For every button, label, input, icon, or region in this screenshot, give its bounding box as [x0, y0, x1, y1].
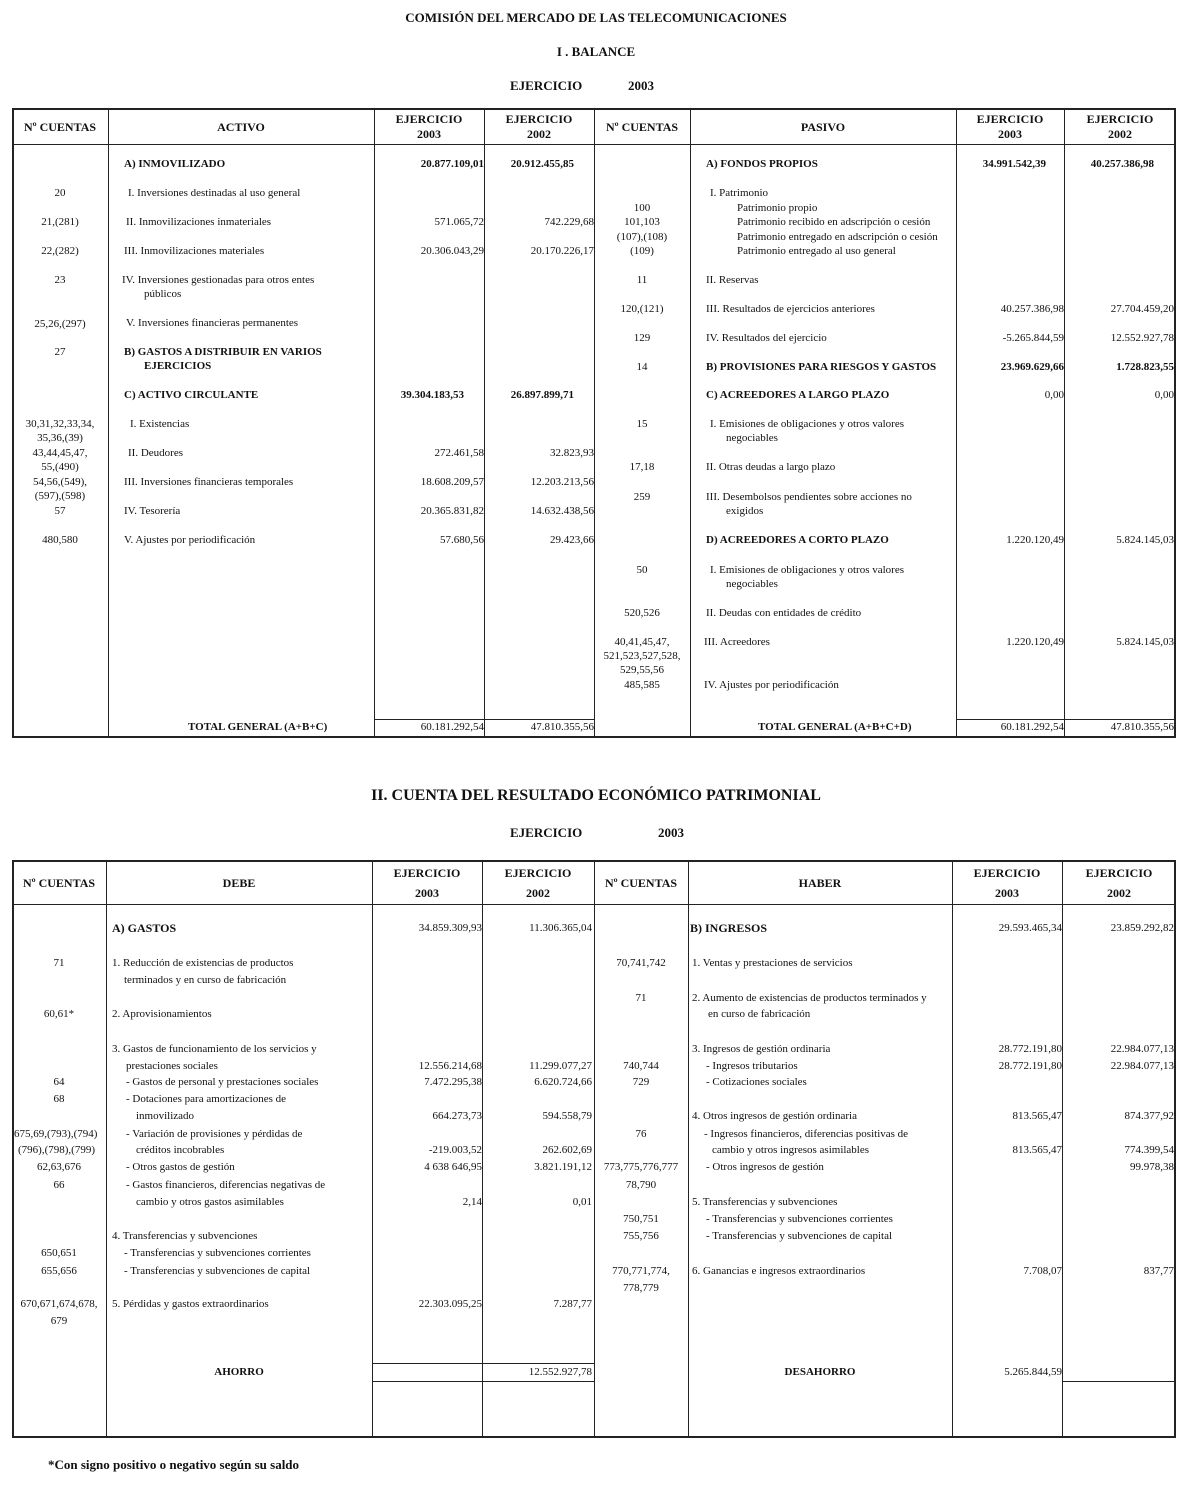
- row-value-2002: 0,00: [1154, 389, 1174, 401]
- row-account: 773,775,776,777: [603, 1161, 679, 1173]
- row-account: 770,771,774,: [612, 1265, 670, 1277]
- row-value-2002: 22.984.077,13: [1110, 1060, 1174, 1072]
- row-label-cont: inmovilizado: [136, 1110, 195, 1122]
- row-account-cont: 55,(490): [41, 461, 79, 473]
- row-account: 30,31,32,33,34,: [25, 418, 95, 430]
- row-label: IV. Ajustes por periodificación: [704, 679, 839, 691]
- row-account: 101,103: [624, 216, 660, 228]
- row-value-2002: 7.287,77: [553, 1298, 592, 1310]
- row-value-2003: 34.859.309,93: [418, 922, 482, 934]
- row-account-cont: 778,779: [623, 1282, 659, 1294]
- header-ejercicio: EJERCICIO: [505, 112, 573, 126]
- row-account: 60,61*: [43, 1008, 75, 1020]
- row-value-2003: 18.608.209,57: [420, 476, 484, 488]
- row-label: 2. Aprovisionamientos: [112, 1008, 212, 1020]
- row-label: II. Deudores: [128, 447, 183, 459]
- row-label: I. Existencias: [130, 418, 190, 430]
- row-label: A) GASTOS: [112, 921, 177, 935]
- ejercicio-year: 2003: [658, 825, 684, 840]
- row-label: 1. Ventas y prestaciones de servicios: [692, 957, 853, 969]
- row-label: A) FONDOS PROPIOS: [706, 158, 818, 170]
- row-value-2003: 20.877.109,01: [420, 158, 484, 170]
- row-value-2003: 12.556.214,68: [418, 1060, 482, 1072]
- row-label: - Otros gastos de gestión: [126, 1161, 235, 1173]
- row-account-cont: 529,55,56: [620, 664, 664, 676]
- row-value-2003: 28.772.191,80: [998, 1060, 1062, 1072]
- header-ejercicio: EJERCICIO: [1086, 112, 1154, 126]
- total-label: TOTAL GENERAL (A+B+C): [188, 721, 328, 733]
- row-account: 54,56,(549),: [32, 476, 88, 488]
- row-account-cont: (796),(798),(799): [18, 1144, 95, 1156]
- row-account: 68: [53, 1093, 65, 1105]
- row-label: V. Inversiones financieras permanentes: [126, 317, 299, 329]
- header-cuentas: Nº CUENTAS: [604, 876, 678, 890]
- row-label: C) ACREEDORES A LARGO PLAZO: [706, 389, 890, 401]
- row-value-2002: 40.257.386,98: [1090, 158, 1154, 170]
- row-label-cont: prestaciones sociales: [126, 1060, 218, 1072]
- row-label: 4. Otros ingresos de gestión ordinaria: [692, 1110, 857, 1122]
- row-label: IV. Inversiones gestionadas para otros entes: [122, 274, 315, 286]
- row-value-2002: 837,77: [1143, 1265, 1174, 1277]
- ejercicio-label: EJERCICIO: [510, 78, 583, 93]
- row-label: - Transferencias y subvenciones de capital: [706, 1230, 893, 1242]
- row-account: 14: [636, 361, 648, 373]
- row-label: Patrimonio entregado en adscripción o cesión: [737, 231, 938, 243]
- row-value-2003: 813.565,47: [1012, 1110, 1062, 1122]
- total-value-2002: 47.810.355,56: [530, 721, 594, 733]
- row-value-2002: 12.552.927,78: [1110, 332, 1174, 344]
- header-year: 2002: [527, 127, 551, 141]
- row-value-2003: 2,14: [462, 1196, 482, 1208]
- row-value-2003: 39.304.183,53: [400, 389, 464, 401]
- row-account: 11: [636, 274, 648, 286]
- row-value-2003: 40.257.386,98: [1000, 303, 1064, 315]
- row-value-2002: 742.229,68: [544, 216, 594, 228]
- header-ejercicio: EJERCICIO: [1085, 866, 1153, 880]
- row-label: - Dotaciones para amortizaciones de: [126, 1093, 287, 1105]
- total-value-2002: 47.810.355,56: [1110, 721, 1174, 733]
- row-label: I. Inversiones destinadas al uso general: [128, 187, 301, 199]
- row-value-2003: 1.220.120,49: [1006, 636, 1064, 648]
- row-label: II. Inmovilizaciones inmateriales: [126, 216, 272, 228]
- header-pasivo: PASIVO: [800, 120, 846, 134]
- header-year: 2002: [1108, 127, 1132, 141]
- row-account: 655,656: [41, 1265, 77, 1277]
- header-cuentas: Nº CUENTAS: [605, 120, 679, 134]
- row-account: 740,744: [623, 1060, 659, 1072]
- row-account: 15: [636, 418, 648, 430]
- row-label: 3. Ingresos de gestión ordinaria: [692, 1043, 831, 1055]
- row-account: 675,69,(793),(794): [14, 1128, 98, 1140]
- row-account: 66: [53, 1179, 65, 1191]
- row-account: 78,790: [625, 1179, 657, 1191]
- row-value-2002: 29.423,66: [550, 534, 594, 546]
- row-account: 22,(282): [41, 245, 79, 257]
- row-account: 62,63,676: [37, 1161, 81, 1173]
- row-value-2002: 5.824.145,03: [1116, 636, 1174, 648]
- row-value-2002: 774.399,54: [1124, 1144, 1174, 1156]
- cuenta-resultado-title: II. CUENTA DEL RESULTADO ECONÓMICO PATRIMONIAL: [371, 787, 821, 804]
- header-ejercicio: EJERCICIO: [393, 866, 461, 880]
- row-value-2003: 571.065,72: [434, 216, 484, 228]
- row-account: 485,585: [624, 679, 660, 691]
- row-label-cont: terminados y en curso de fabricación: [124, 974, 287, 986]
- row-account: 17,18: [629, 461, 655, 473]
- row-label: III. Acreedores: [704, 636, 770, 648]
- row-label: - Otros ingresos de gestión: [706, 1161, 824, 1173]
- header-cuentas: Nº CUENTAS: [22, 876, 96, 890]
- row-value-2002: 14.632.438,56: [530, 505, 594, 517]
- ahorro-value-2002: 12.552.927,78: [528, 1366, 592, 1378]
- row-value-2003: 813.565,47: [1012, 1144, 1062, 1156]
- row-label-cont: negociables: [726, 432, 778, 444]
- row-value-2002: 594.558,79: [542, 1110, 592, 1122]
- row-label: 3. Gastos de funcionamiento de los servicios y: [112, 1043, 317, 1055]
- row-value-2002: 27.704.459,20: [1110, 303, 1174, 315]
- row-value-2003: 0,00: [1044, 389, 1064, 401]
- row-value-2003: 28.772.191,80: [998, 1043, 1062, 1055]
- desahorro-value-2003: 5.265.844,59: [1004, 1366, 1062, 1378]
- header-year: 2002: [526, 886, 550, 900]
- row-label: - Gastos de personal y prestaciones sociales: [126, 1076, 319, 1088]
- row-label: Patrimonio propio: [737, 202, 818, 214]
- header-ejercicio: EJERCICIO: [976, 112, 1044, 126]
- row-label: III. Inmovilizaciones materiales: [124, 245, 265, 257]
- row-label-cont: públicos: [144, 288, 182, 300]
- row-account: 750,751: [623, 1213, 659, 1225]
- row-account: 129: [633, 332, 651, 344]
- row-value-2002: 23.859.292,82: [1110, 922, 1174, 934]
- row-label: 1. Reducción de existencias de productos: [112, 957, 294, 969]
- row-value-2002: 12.203.213,56: [530, 476, 594, 488]
- row-value-2002: 3.821.191,12: [534, 1161, 592, 1173]
- row-account-cont: (597),(598): [34, 490, 86, 502]
- row-account: 57: [54, 505, 66, 517]
- header-ejercicio: EJERCICIO: [973, 866, 1041, 880]
- row-value-2003: 57.680,56: [440, 534, 484, 546]
- row-account: 520,526: [624, 607, 660, 619]
- row-label-cont: exigidos: [726, 505, 764, 517]
- row-account: 71: [635, 992, 647, 1004]
- row-account: 40,41,45,47,: [614, 636, 670, 648]
- row-label: II. Reservas: [706, 274, 759, 286]
- row-account: 755,756: [623, 1230, 659, 1242]
- header-year: 2002: [1107, 886, 1131, 900]
- ejercicio-label: EJERCICIO: [510, 825, 583, 840]
- row-account-cont: 35,36,(39): [37, 432, 83, 444]
- row-label: 5. Transferencias y subvenciones: [692, 1196, 838, 1208]
- row-value-2002: 5.824.145,03: [1116, 534, 1174, 546]
- header-ejercicio: EJERCICIO: [395, 112, 463, 126]
- header-cuentas: Nº CUENTAS: [23, 120, 97, 134]
- row-account: 25,26,(297): [34, 318, 86, 330]
- row-label: - Variación de provisiones y pérdidas de: [126, 1128, 303, 1140]
- row-account: 650,651: [41, 1247, 77, 1259]
- row-account: 70,741,742: [616, 957, 666, 969]
- row-account: 21,(281): [41, 216, 79, 228]
- row-value-2002: 20.170.226,17: [530, 245, 594, 257]
- row-value-2002: 32.823,93: [550, 447, 594, 459]
- ahorro-label: AHORRO: [214, 1366, 264, 1378]
- row-label: C) ACTIVO CIRCULANTE: [124, 389, 259, 401]
- row-label-cont: cambio y otros ingresos asimilables: [712, 1144, 870, 1156]
- row-value-2002: 0,01: [572, 1196, 592, 1208]
- row-value-2003: 1.220.120,49: [1006, 534, 1064, 546]
- row-value-2002: 22.984.077,13: [1110, 1043, 1174, 1055]
- row-label: I. Emisiones de obligaciones y otros valores: [710, 418, 904, 430]
- header-year: 2003: [998, 127, 1022, 141]
- row-label: III. Desembolsos pendientes sobre acciones no: [706, 491, 912, 503]
- row-account: 50: [636, 564, 648, 576]
- row-value-2003: 22.303.095,25: [418, 1298, 482, 1310]
- row-label: - Gastos financieros, diferencias negativas de: [126, 1179, 326, 1191]
- row-label-cont: créditos incobrables: [136, 1144, 225, 1156]
- row-account-cont: 521,523,527,528,: [603, 650, 681, 662]
- row-label: IV. Resultados del ejercicio: [706, 332, 827, 344]
- row-value-2002: 26.897.899,71: [510, 389, 574, 401]
- row-value-2002: 11.299.077,27: [529, 1060, 592, 1072]
- header-activo: ACTIVO: [217, 120, 265, 134]
- row-value-2002: 1.728.823,55: [1116, 361, 1174, 373]
- row-account: 480,580: [42, 534, 78, 546]
- row-account: 20: [54, 187, 66, 199]
- total-value-2003: 60.181.292,54: [420, 721, 484, 733]
- row-account: (109): [630, 245, 654, 257]
- row-account: 76: [635, 1128, 647, 1140]
- row-label: V. Ajustes por periodificación: [124, 534, 256, 546]
- row-value-2002: 99.978,38: [1130, 1161, 1174, 1173]
- row-value-2003: 23.969.629,66: [1000, 361, 1064, 373]
- row-label: IV. Tesorería: [124, 505, 181, 517]
- row-value-2003: 34.991.542,39: [982, 158, 1046, 170]
- row-value-2003: 272.461,58: [434, 447, 484, 459]
- row-account: 64: [53, 1076, 65, 1088]
- row-label: 6. Ganancias e ingresos extraordinarios: [692, 1265, 866, 1277]
- row-label: Patrimonio entregado al uso general: [737, 245, 896, 257]
- header-haber: HABER: [798, 876, 842, 890]
- row-value-2002: 11.306.365,04: [529, 922, 592, 934]
- row-value-2003: 7.708,07: [1023, 1265, 1062, 1277]
- row-account: 23: [54, 274, 66, 286]
- row-account: 100: [633, 202, 651, 214]
- row-account: 729: [632, 1076, 650, 1088]
- footnote: *Con signo positivo o negativo según su saldo: [48, 1457, 300, 1472]
- row-label: B) PROVISIONES PARA RIESGOS Y GASTOS: [706, 361, 937, 373]
- row-label: - Transferencias y subvenciones corrientes: [706, 1213, 893, 1225]
- row-label: I. Patrimonio: [710, 187, 769, 199]
- row-value-2002: 874.377,92: [1124, 1110, 1174, 1122]
- row-value-2003: 29.593.465,34: [998, 922, 1062, 934]
- row-value-2003: 20.365.831,82: [420, 505, 484, 517]
- total-label: TOTAL GENERAL (A+B+C+D): [758, 721, 912, 733]
- row-label-cont: negociables: [726, 578, 778, 590]
- commission-title: COMISIÓN DEL MERCADO DE LAS TELECOMUNICACIONES: [405, 10, 787, 25]
- row-label: - Ingresos tributarios: [706, 1060, 798, 1072]
- row-account: (107),(108): [616, 231, 668, 243]
- row-value-2003: -5.265.844,59: [1002, 332, 1064, 344]
- row-account-cont: 679: [50, 1315, 68, 1327]
- row-account: 120,(121): [620, 303, 664, 315]
- row-value-2003: 4 638 646,95: [424, 1161, 482, 1173]
- row-account: 670,671,674,678,: [20, 1298, 98, 1310]
- header-year: 2003: [417, 127, 441, 141]
- row-label: D) ACREEDORES A CORTO PLAZO: [706, 534, 889, 546]
- row-account: 259: [633, 491, 651, 503]
- row-label: - Ingresos financieros, diferencias positivas de: [704, 1128, 909, 1140]
- row-value-2003: -219.003,52: [428, 1144, 482, 1156]
- row-label: - Transferencias y subvenciones corrientes: [124, 1247, 311, 1259]
- row-value-2002: 262.602,69: [542, 1144, 592, 1156]
- row-label: B) INGRESOS: [690, 921, 768, 935]
- row-label: I. Emisiones de obligaciones y otros valores: [710, 564, 904, 576]
- row-label: - Transferencias y subvenciones de capital: [124, 1265, 311, 1277]
- balance-title: I . BALANCE: [556, 44, 636, 59]
- row-value-2003: 664.273,73: [432, 1110, 482, 1122]
- row-label: II. Deudas con entidades de crédito: [706, 607, 862, 619]
- row-value-2003: 20.306.043,29: [420, 245, 484, 257]
- header-year: 2003: [995, 886, 1019, 900]
- row-label-cont: EJERCICIOS: [144, 360, 212, 372]
- row-label: 4. Transferencias y subvenciones: [112, 1230, 258, 1242]
- row-label: III. Inversiones financieras temporales: [124, 476, 294, 488]
- total-value-2003: 60.181.292,54: [1000, 721, 1064, 733]
- row-label: A) INMOVILIZADO: [124, 158, 226, 170]
- row-label: II. Otras deudas a largo plazo: [706, 461, 836, 473]
- row-label-cont: cambio y otros gastos asimilables: [136, 1196, 284, 1208]
- row-value-2003: 7.472.295,38: [424, 1076, 482, 1088]
- row-label: B) GASTOS A DISTRIBUIR EN VARIOS: [124, 346, 322, 358]
- row-label: - Cotizaciones sociales: [706, 1076, 807, 1088]
- ejercicio-year: 2003: [628, 78, 654, 93]
- row-label-cont: en curso de fabricación: [708, 1008, 811, 1020]
- row-label: Patrimonio recibido en adscripción o cesión: [737, 216, 931, 228]
- row-account: 27: [54, 346, 66, 358]
- header-year: 2003: [415, 886, 439, 900]
- row-account: 43,44,45,47,: [32, 447, 88, 459]
- desahorro-label: DESAHORRO: [784, 1366, 856, 1378]
- row-label: 5. Pérdidas y gastos extraordinarios: [112, 1298, 269, 1310]
- row-value-2002: 6.620.724,66: [534, 1076, 592, 1088]
- header-ejercicio: EJERCICIO: [504, 866, 572, 880]
- header-debe: DEBE: [222, 876, 256, 890]
- row-label: 2. Aumento de existencias de productos terminados y: [692, 992, 927, 1004]
- row-value-2002: 20.912.455,85: [510, 158, 574, 170]
- row-account: 71: [53, 957, 65, 969]
- row-label: III. Resultados de ejercicios anteriores: [706, 303, 875, 315]
